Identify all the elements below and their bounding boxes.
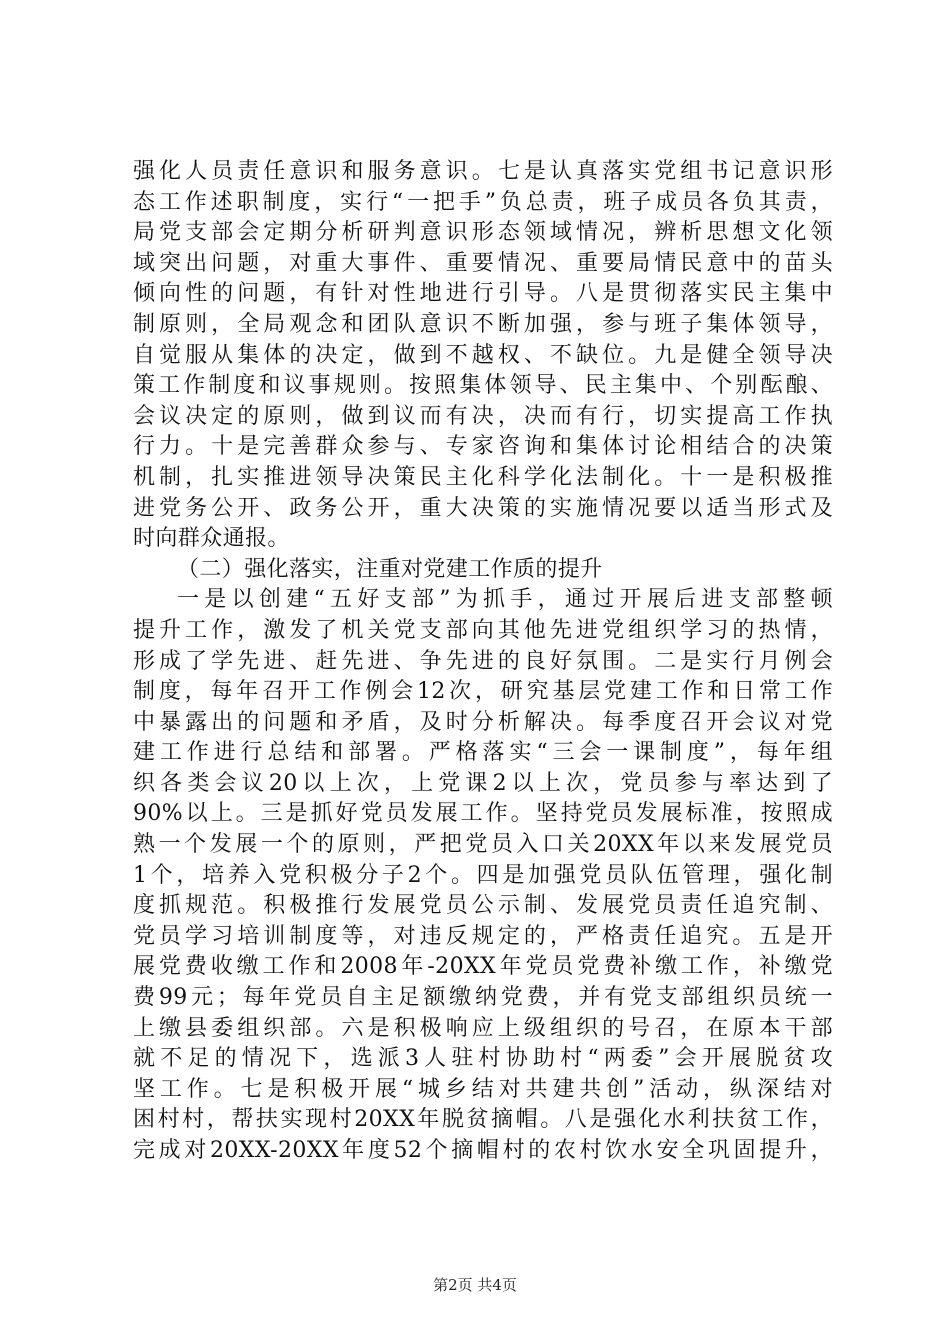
text-line: 倾向性的问题，有针对性地进行引导。八是贯彻落实民主集中 [133, 281, 833, 307]
text-line: 形成了学先进、赶先进、争先进的良好氛围。二是实行月例会 [133, 648, 833, 674]
text-line: 时向群众通报。 [133, 526, 290, 552]
text-line: 织各类会议20以上次，上党课2以上次，党员参与率达到了 [133, 770, 833, 796]
text-line: 域突出问题，对重大事件、重要情况、重要局情民意中的苗头 [133, 250, 833, 276]
text-line: 1个，培养入党积极分子2个。四是加强党员队伍管理，强化制 [133, 862, 833, 888]
text-line: 强化人员责任意识和服务意识。七是认真落实党组书记意识形 [133, 159, 833, 184]
text-line: 建工作进行总结和部署。严格落实“三会一课制度”，每年组 [133, 740, 833, 766]
text-line: 提升工作，激发了机关党支部向其他先进党组织学习的热情， [133, 617, 833, 643]
text-line: 党员学习培训制度等，对违反规定的，严格责任追究。五是开 [133, 923, 833, 949]
text-line: 就不足的情况下，选派3人驻村协助村“两委”会开展脱贫攻 [133, 1046, 833, 1072]
text-line: 一是以创建“五好支部”为抓手，通过开展后进支部整顿 [177, 587, 833, 613]
text-line: 制度，每年召开工作例会12次，研究基层党建工作和日常工作 [133, 679, 833, 705]
text-line: 费99元；每年党员自主足额缴纳党费，并有党支部组织员统一 [133, 985, 833, 1011]
text-line: 困村村，帮扶实现村20XX年脱贫摘帽。八是强化水利扶贫工作， [133, 1107, 833, 1133]
text-line: 完成对20XX-20XX年度52个摘帽村的农村饮水安全巩固提升， [133, 1138, 833, 1163]
text-line: 坚工作。七是积极开展“城乡结对共建共创”活动，纵深结对 [133, 1076, 833, 1102]
text-line: 态工作述职制度，实行“一把手”负总责，班子成员各负其责， [133, 189, 833, 215]
text-line: 策工作制度和议事规则。按照集体领导、民主集中、个别酝酿、 [133, 373, 833, 399]
text-line: 90%以上。三是抓好党员发展工作。坚持党员发展标准，按照成 [133, 801, 833, 827]
text-line: 展党费收缴工作和2008年-20XX年党员党费补缴工作，补缴党 [133, 954, 833, 980]
body-text [133, 157, 833, 1167]
text-line: 会议决定的原则，做到议而有决，决而有行，切实提高工作执 [133, 403, 833, 429]
text-line: 上缴县委组织部。六是积极响应上级组织的号召，在原本干部 [133, 1015, 833, 1041]
text-line: 制原则，全局观念和团队意识不断加强，参与班子集体领导， [133, 311, 833, 337]
section-heading: （二）强化落实，注重对党建工作质的提升 [177, 556, 603, 582]
text-line: 度抓规范。积极推行发展党员公示制、发展党员责任追究制、 [133, 893, 833, 919]
page-footer [0, 1275, 950, 1295]
text-line: 熟一个发展一个的原则，严把党员入口关20XX年以来发展党员 [133, 832, 833, 858]
text-line: 局党支部会定期分析研判意识形态领域情况，辨析思想文化领 [133, 220, 833, 246]
text-line: 自觉服从集体的决定，做到不越权、不缺位。九是健全领导决 [133, 342, 833, 368]
text-line: 行力。十是完善群众参与、专家咨询和集体讨论相结合的决策 [133, 434, 833, 460]
text-line: 中暴露出的问题和矛盾，及时分析解决。每季度召开会议对党 [133, 709, 833, 735]
text-line: 进党务公开、政务公开，重大决策的实施情况要以适当形式及 [133, 495, 833, 521]
text-line: 机制，扎实推进领导决策民主化科学化法制化。十一是积极推 [133, 464, 833, 490]
page-number-label: 第2页 共4页 [433, 1276, 517, 1294]
